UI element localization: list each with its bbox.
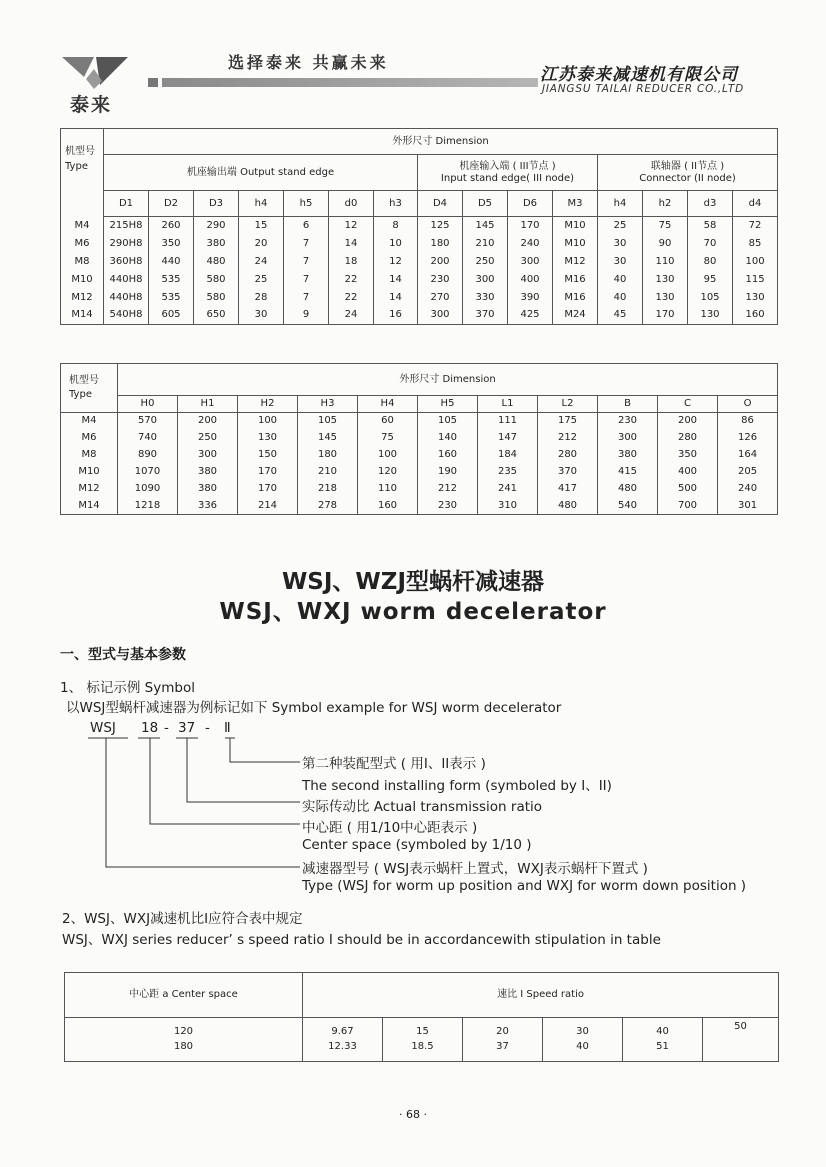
value-cell: M10 [553, 217, 598, 235]
column-header: D5 [463, 191, 508, 217]
value-cell: 45 [598, 307, 643, 325]
item2-heading: 2、WSJ、WXJ减速机比I应符合表中规定 [62, 911, 303, 927]
value-cell: 212 [538, 430, 598, 447]
value-cell: 415 [598, 464, 658, 481]
column-header: L1 [478, 396, 538, 413]
ratio-cell [463, 1018, 543, 1062]
ratio-cell [303, 1018, 383, 1062]
value-cell: 360H8 [104, 253, 149, 271]
value-cell: 130 [733, 289, 778, 307]
value-cell: 90 [643, 235, 688, 253]
value-cell: 115 [733, 271, 778, 289]
value-cell: M16 [553, 289, 598, 307]
value-cell: 130 [688, 307, 733, 325]
value-cell: 280 [658, 430, 718, 447]
type-cell: M12 [61, 289, 104, 307]
value-cell: 480 [598, 481, 658, 498]
value-cell: 22 [329, 289, 374, 307]
value-cell: 370 [463, 307, 508, 325]
value-cell: 500 [658, 481, 718, 498]
value-cell: 380 [178, 464, 238, 481]
center-space-value: 180 [173, 1041, 194, 1052]
value-cell: 1218 [118, 498, 178, 515]
center-space-header: 中心距 a Center space [65, 973, 303, 1018]
type-header-en: Type [65, 161, 88, 173]
value-cell: 440H8 [104, 271, 149, 289]
value-cell: 230 [418, 271, 463, 289]
value-cell: 7 [284, 235, 329, 253]
type-cell: M6 [61, 235, 104, 253]
value-cell: 30 [598, 253, 643, 271]
symbol-dash-1: - [164, 720, 169, 736]
center-space-value: 120 [173, 1026, 194, 1037]
type-cell: M4 [61, 413, 118, 430]
column-header: d4 [733, 191, 778, 217]
value-cell: 145 [298, 430, 358, 447]
value-cell: 58 [688, 217, 733, 235]
ratio-value: 51 [656, 1041, 669, 1052]
value-cell: 425 [508, 307, 553, 325]
column-header: d3 [688, 191, 733, 217]
value-cell: 350 [149, 235, 194, 253]
value-cell: 300 [418, 307, 463, 325]
value-cell: 890 [118, 447, 178, 464]
page-number: · 68 · [399, 1108, 427, 1121]
type-cell: M12 [61, 481, 118, 498]
value-cell: M12 [553, 253, 598, 271]
group-input-cn: 机座输入端 ( III节点 ) [459, 160, 556, 172]
value-cell: 390 [508, 289, 553, 307]
column-header: h4 [239, 191, 284, 217]
value-cell: 580 [194, 289, 239, 307]
value-cell: 175 [538, 413, 598, 430]
value-cell: 235 [478, 464, 538, 481]
value-cell: 164 [718, 447, 778, 464]
type-cell: M10 [61, 464, 118, 481]
group-output-header: 机座输出端 Output stand edge [104, 155, 418, 191]
type-cell: M14 [61, 498, 118, 515]
column-header: O [718, 396, 778, 413]
value-cell: 100 [733, 253, 778, 271]
type-cell: M4 [61, 217, 104, 235]
value-cell: 215H8 [104, 217, 149, 235]
value-cell: 70 [688, 235, 733, 253]
value-cell: 230 [598, 413, 658, 430]
speed-ratio-header: 速比 I Speed ratio [303, 973, 779, 1018]
value-cell: 218 [298, 481, 358, 498]
annotation-center-en: Center space (symboled by 1/10 ) [302, 837, 532, 853]
value-cell: 540 [598, 498, 658, 515]
value-cell: 650 [194, 307, 239, 325]
ratio-cell [703, 1018, 779, 1062]
value-cell: 200 [418, 253, 463, 271]
product-title-cn: WSJ、WZJ型蜗杆减速器 [281, 569, 545, 595]
value-cell: 130 [643, 271, 688, 289]
value-cell: 380 [178, 481, 238, 498]
ratio-value: 12.33 [328, 1041, 357, 1052]
value-cell: 270 [418, 289, 463, 307]
value-cell: 85 [733, 235, 778, 253]
item2-desc: WSJ、WXJ series reducer’ s speed ratio I should be in accordancewith stipulation in table [62, 932, 661, 948]
annotation-type-cn: 减速器型号 ( WSJ表示蜗杆上置式，WXJ表示蜗杆下置式 ) [302, 861, 648, 877]
center-space-cell [65, 1018, 303, 1062]
column-header: D3 [194, 191, 239, 217]
value-cell: 86 [718, 413, 778, 430]
value-cell: 100 [358, 447, 418, 464]
value-cell: 210 [463, 235, 508, 253]
column-header: H1 [178, 396, 238, 413]
type-cell: M10 [61, 271, 104, 289]
column-header: h2 [643, 191, 688, 217]
value-cell: 417 [538, 481, 598, 498]
value-cell: 24 [239, 253, 284, 271]
column-header: D2 [149, 191, 194, 217]
value-cell: 180 [298, 447, 358, 464]
value-cell: 95 [688, 271, 733, 289]
value-cell: 300 [598, 430, 658, 447]
value-cell: 210 [298, 464, 358, 481]
value-cell: 18 [329, 253, 374, 271]
type-cell: M6 [61, 430, 118, 447]
value-cell: 280 [538, 447, 598, 464]
value-cell: 8 [374, 217, 418, 235]
value-cell: 111 [478, 413, 538, 430]
value-cell: 480 [194, 253, 239, 271]
value-cell: 200 [178, 413, 238, 430]
column-header: B [598, 396, 658, 413]
value-cell: 125 [418, 217, 463, 235]
value-cell: 240 [508, 235, 553, 253]
value-cell: 350 [658, 447, 718, 464]
value-cell: 570 [118, 413, 178, 430]
value-cell: 14 [374, 289, 418, 307]
value-cell: 150 [238, 447, 298, 464]
value-cell: 40 [598, 271, 643, 289]
value-cell: 75 [643, 217, 688, 235]
value-cell: 147 [478, 430, 538, 447]
logo-text: 泰来 [70, 94, 113, 116]
value-cell: 9 [284, 307, 329, 325]
column-header: L2 [538, 396, 598, 413]
value-cell: 7 [284, 253, 329, 271]
value-cell: 140 [418, 430, 478, 447]
value-cell: 700 [658, 498, 718, 515]
value-cell: 170 [238, 481, 298, 498]
annotation-ratio: 实际传动比 Actual transmission ratio [302, 799, 543, 815]
group-input-en: Input stand edge( III node) [440, 172, 575, 184]
annotation-type-en: Type (WSJ for worm up position and WXJ for worm down position ) [302, 878, 747, 894]
annotation-center-cn: 中心距 ( 用1/10中心距表示 ) [302, 820, 478, 836]
value-cell: 580 [194, 271, 239, 289]
value-cell: 75 [358, 430, 418, 447]
value-cell: 28 [239, 289, 284, 307]
item1-desc: 以WSJ型蜗杆减速器为例标记如下 Symbol example for WSJ worm decelerator [66, 700, 562, 716]
annotation-form-cn: 第二种装配型式 ( 用I、II表示 ) [302, 756, 486, 772]
value-cell: 290H8 [104, 235, 149, 253]
ratio-value: 37 [496, 1041, 509, 1052]
value-cell: 250 [463, 253, 508, 271]
value-cell: 241 [478, 481, 538, 498]
value-cell: 240 [718, 481, 778, 498]
symbol-model: WSJ [90, 720, 116, 736]
speed-ratio-table [64, 972, 779, 1062]
value-cell: 740 [118, 430, 178, 447]
value-cell: 200 [658, 413, 718, 430]
product-title-en: WSJ、WXJ worm decelerator [219, 599, 607, 625]
value-cell: 110 [643, 253, 688, 271]
column-header: d0 [329, 191, 374, 217]
value-cell: 310 [478, 498, 538, 515]
value-cell: 170 [643, 307, 688, 325]
value-cell: 205 [718, 464, 778, 481]
column-header: H0 [118, 396, 178, 413]
value-cell: 72 [733, 217, 778, 235]
value-cell: 160 [418, 447, 478, 464]
ratio-cell [543, 1018, 623, 1062]
value-cell: 105 [298, 413, 358, 430]
ratio-value: 20 [496, 1026, 509, 1037]
column-header: C [658, 396, 718, 413]
value-cell: 14 [374, 271, 418, 289]
column-header: D6 [508, 191, 553, 217]
value-cell: 190 [418, 464, 478, 481]
group-connector-en: Connector (II node) [639, 172, 736, 184]
column-header: H2 [238, 396, 298, 413]
slogan: 选择泰来 共赢未来 [228, 53, 389, 72]
value-cell: 15 [239, 217, 284, 235]
value-cell: 290 [194, 217, 239, 235]
dimension-header: 外形尺寸 Dimension [118, 364, 778, 396]
column-header: h4 [598, 191, 643, 217]
type-header-en: Type [69, 389, 92, 400]
company-name-cn: 江苏泰来减速机有限公司 [540, 65, 738, 85]
column-header: h5 [284, 191, 329, 217]
type-cell: M8 [61, 447, 118, 464]
ratio-value: 40 [656, 1026, 669, 1037]
value-cell: 16 [374, 307, 418, 325]
value-cell: 100 [238, 413, 298, 430]
column-header: H3 [298, 396, 358, 413]
value-cell: 7 [284, 271, 329, 289]
item1-heading: 1、 标记示例 Symbol [60, 680, 195, 696]
value-cell: 60 [358, 413, 418, 430]
value-cell: 110 [358, 481, 418, 498]
column-header: H5 [418, 396, 478, 413]
value-cell: 10 [374, 235, 418, 253]
type-cell: M14 [61, 307, 104, 325]
value-cell: 214 [238, 498, 298, 515]
value-cell: 12 [329, 217, 374, 235]
value-cell: M16 [553, 271, 598, 289]
value-cell: 330 [463, 289, 508, 307]
ratio-value: 30 [576, 1026, 589, 1037]
symbol-dash-2: - [205, 720, 210, 736]
value-cell: 535 [149, 271, 194, 289]
type-header-cn: 机型号 [65, 146, 95, 158]
section-heading: 一、型式与基本参数 [60, 647, 186, 663]
value-cell: 1090 [118, 481, 178, 498]
symbol-form: Ⅱ [224, 720, 231, 736]
value-cell: 7 [284, 289, 329, 307]
type-header-cn: 机型号 [69, 375, 99, 386]
value-cell: 300 [508, 253, 553, 271]
value-cell: M24 [553, 307, 598, 325]
value-cell: 250 [178, 430, 238, 447]
value-cell: 300 [463, 271, 508, 289]
value-cell: 380 [598, 447, 658, 464]
dimension-header: 外形尺寸 Dimension [104, 129, 778, 155]
ratio-value: 50 [734, 1021, 747, 1032]
value-cell: 22 [329, 271, 374, 289]
value-cell: 301 [718, 498, 778, 515]
ratio-value: 9.67 [331, 1026, 354, 1037]
value-cell: 105 [688, 289, 733, 307]
value-cell: 278 [298, 498, 358, 515]
ratio-value: 18.5 [411, 1041, 434, 1052]
value-cell: 336 [178, 498, 238, 515]
value-cell: 400 [508, 271, 553, 289]
value-cell: 40 [598, 289, 643, 307]
ratio-cell [623, 1018, 703, 1062]
value-cell: 605 [149, 307, 194, 325]
value-cell: 440 [149, 253, 194, 271]
value-cell: 80 [688, 253, 733, 271]
value-cell: 230 [418, 498, 478, 515]
value-cell: 1070 [118, 464, 178, 481]
value-cell: 300 [178, 447, 238, 464]
value-cell: 212 [418, 481, 478, 498]
value-cell: 30 [598, 235, 643, 253]
value-cell: 126 [718, 430, 778, 447]
value-cell: 105 [418, 413, 478, 430]
symbol-ratio: 37 [178, 720, 196, 736]
ratio-value: 40 [576, 1041, 589, 1052]
type-cell: M8 [61, 253, 104, 271]
value-cell: 24 [329, 307, 374, 325]
value-cell: 30 [239, 307, 284, 325]
value-cell: 25 [598, 217, 643, 235]
value-cell: 535 [149, 289, 194, 307]
column-header: h3 [374, 191, 418, 217]
value-cell: 20 [239, 235, 284, 253]
value-cell: 540H8 [104, 307, 149, 325]
value-cell: 440H8 [104, 289, 149, 307]
symbol-center: 18 [141, 720, 159, 736]
value-cell: 170 [238, 464, 298, 481]
annotation-form-en: The second installing form (symboled by Ⅰ、II) [302, 778, 612, 794]
column-header: D4 [418, 191, 463, 217]
value-cell: 184 [478, 447, 538, 464]
value-cell: 160 [733, 307, 778, 325]
value-cell: 6 [284, 217, 329, 235]
value-cell: 12 [374, 253, 418, 271]
value-cell: M10 [553, 235, 598, 253]
value-cell: 370 [538, 464, 598, 481]
value-cell: 130 [643, 289, 688, 307]
value-cell: 160 [358, 498, 418, 515]
value-cell: 120 [358, 464, 418, 481]
value-cell: 25 [239, 271, 284, 289]
value-cell: 14 [329, 235, 374, 253]
value-cell: 260 [149, 217, 194, 235]
value-cell: 145 [463, 217, 508, 235]
value-cell: 480 [538, 498, 598, 515]
value-cell: 400 [658, 464, 718, 481]
value-cell: 380 [194, 235, 239, 253]
value-cell: 170 [508, 217, 553, 235]
group-connector-cn: 联轴器 ( II节点 ) [650, 160, 725, 172]
ratio-cell [383, 1018, 463, 1062]
company-name-en: JIANGSU TAILAI REDUCER CO.,LTD [542, 83, 745, 95]
column-header: H4 [358, 396, 418, 413]
value-cell: 180 [418, 235, 463, 253]
ratio-value [703, 1036, 778, 1048]
column-header: D1 [104, 191, 149, 217]
column-header: M3 [553, 191, 598, 217]
ratio-value: 15 [416, 1026, 429, 1037]
value-cell: 130 [238, 430, 298, 447]
